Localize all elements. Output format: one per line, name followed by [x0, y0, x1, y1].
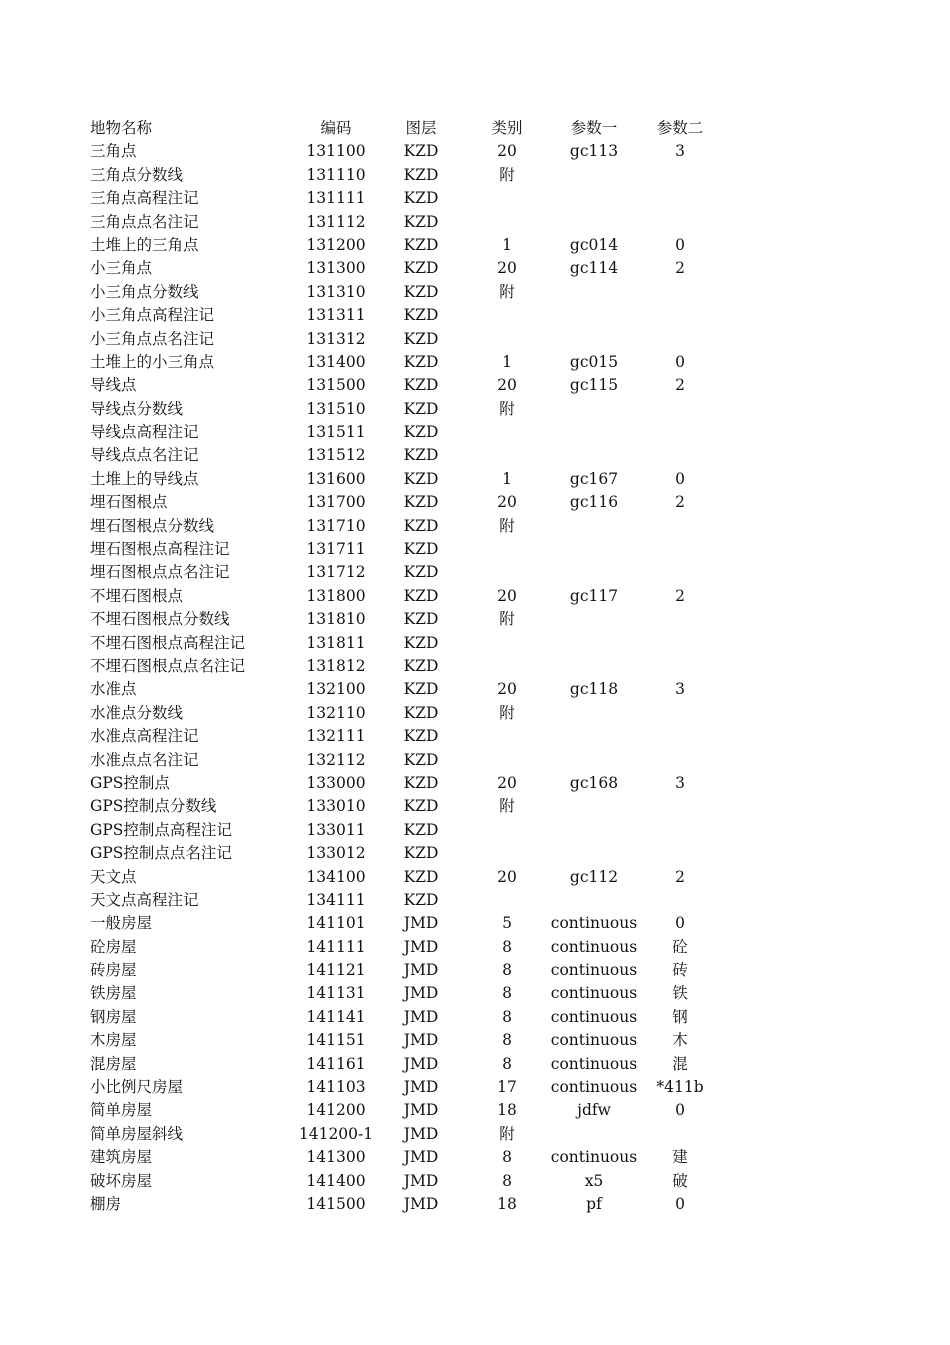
cell-param1: gc117	[569, 586, 619, 605]
cell-layer: KZD	[403, 773, 439, 792]
cell-name: GPS控制点分数线	[90, 797, 217, 816]
cell-name: 土堆上的小三角点	[90, 352, 215, 371]
table-row	[0, 164, 950, 187]
table-row	[0, 1099, 950, 1122]
cell-code: 141200	[306, 1101, 366, 1120]
cell-name: 建筑房屋	[90, 1148, 153, 1167]
cell-category: 18	[497, 1101, 517, 1120]
cell-code: 131110	[306, 165, 366, 184]
cell-param1: gc115	[569, 376, 619, 395]
cell-layer: KZD	[403, 633, 439, 652]
cell-layer: JMD	[403, 914, 439, 933]
table-row	[0, 678, 950, 701]
table-row	[0, 491, 950, 514]
table-row	[0, 1123, 950, 1146]
table-row	[0, 1076, 950, 1099]
cell-param1: jdfw	[577, 1101, 611, 1120]
table-row	[0, 819, 950, 842]
cell-category: 20	[497, 376, 517, 395]
cell-param2: 0	[675, 1194, 685, 1213]
cell-category: 附	[499, 282, 515, 301]
table-row	[0, 866, 950, 889]
cell-layer: KZD	[403, 329, 439, 348]
cell-category: 8	[502, 1148, 512, 1167]
cell-param2: 混	[672, 1054, 688, 1073]
cell-layer: KZD	[403, 797, 439, 816]
cell-code: 131600	[306, 469, 366, 488]
feature-code-table	[0, 117, 950, 1216]
cell-name: 棚房	[90, 1194, 122, 1213]
cell-param2: 钢	[672, 1007, 688, 1026]
table-row	[0, 889, 950, 912]
cell-category: 1	[502, 469, 512, 488]
table-row	[0, 140, 950, 163]
cell-param2: *411b	[656, 1078, 704, 1097]
cell-code: 141101	[306, 914, 366, 933]
cell-code: 141161	[306, 1054, 366, 1073]
cell-code: 133012	[306, 844, 366, 863]
table-row	[0, 187, 950, 210]
cell-name: 水准点高程注记	[90, 727, 199, 746]
cell-param1: continuous	[550, 914, 638, 933]
table-row	[0, 234, 950, 257]
cell-category: 18	[497, 1194, 517, 1213]
cell-layer: KZD	[403, 820, 439, 839]
cell-name: 简单房屋斜线	[90, 1124, 184, 1143]
cell-category: 附	[499, 516, 515, 535]
cell-param1: continuous	[550, 937, 638, 956]
cell-layer: KZD	[403, 844, 439, 863]
cell-layer: KZD	[403, 142, 439, 161]
cell-code: 131400	[306, 352, 366, 371]
table-row	[0, 421, 950, 444]
cell-code: 141300	[306, 1148, 366, 1167]
cell-layer: JMD	[403, 1194, 439, 1213]
cell-code: 131200	[306, 235, 366, 254]
cell-code: 131112	[306, 212, 366, 231]
cell-category: 8	[502, 984, 512, 1003]
cell-code: 141400	[306, 1171, 366, 1190]
cell-name: 导线点分数线	[90, 399, 184, 418]
cell-code: 141151	[306, 1031, 366, 1050]
header-param1: 参数一	[570, 119, 618, 137]
table-row	[0, 842, 950, 865]
cell-category: 8	[502, 961, 512, 980]
cell-param1: gc113	[569, 142, 619, 161]
cell-param1: gc116	[569, 493, 619, 512]
cell-name: 导线点	[90, 376, 137, 395]
cell-category: 附	[499, 399, 515, 418]
cell-param2: 3	[675, 142, 685, 161]
cell-param2: 0	[675, 352, 685, 371]
table-row	[0, 749, 950, 772]
cell-layer: KZD	[403, 727, 439, 746]
cell-code: 141500	[306, 1194, 366, 1213]
cell-name: 小三角点高程注记	[90, 306, 215, 325]
cell-name: 水准点点名注记	[90, 750, 199, 769]
cell-layer: JMD	[403, 1054, 439, 1073]
table-row	[0, 702, 950, 725]
cell-name: 埋石图根点高程注记	[90, 540, 230, 559]
cell-param2: 2	[675, 259, 685, 278]
cell-name: 三角点高程注记	[90, 189, 199, 208]
cell-code: 134100	[306, 867, 366, 886]
cell-name: 三角点点名注记	[90, 212, 199, 231]
cell-param1: continuous	[550, 984, 638, 1003]
cell-layer: KZD	[403, 376, 439, 395]
cell-param1: gc014	[569, 235, 619, 254]
cell-param1: gc168	[569, 773, 619, 792]
cell-category: 20	[497, 493, 517, 512]
cell-code: 132110	[306, 703, 366, 722]
cell-layer: KZD	[403, 282, 439, 301]
table-row	[0, 936, 950, 959]
cell-param1: continuous	[550, 961, 638, 980]
cell-name: 导线点点名注记	[90, 446, 199, 465]
cell-code: 131500	[306, 376, 366, 395]
cell-code: 141111	[306, 937, 366, 956]
cell-layer: KZD	[403, 516, 439, 535]
cell-code: 132100	[306, 680, 366, 699]
table-row	[0, 281, 950, 304]
cell-category: 附	[499, 165, 515, 184]
cell-code: 131300	[306, 259, 366, 278]
cell-param1: pf	[586, 1194, 602, 1213]
header-row	[0, 117, 950, 140]
cell-code: 131511	[306, 423, 366, 442]
cell-param2: 铁	[672, 984, 688, 1003]
table-row	[0, 655, 950, 678]
table-row	[0, 328, 950, 351]
cell-param1: continuous	[550, 1148, 638, 1167]
cell-param2: 砼	[672, 937, 688, 956]
cell-name: 砖房屋	[90, 961, 137, 980]
cell-layer: KZD	[403, 212, 439, 231]
cell-category: 1	[502, 352, 512, 371]
cell-category: 20	[497, 680, 517, 699]
cell-param2: 建	[672, 1148, 688, 1167]
cell-name: 铁房屋	[90, 984, 137, 1003]
cell-code: 131812	[306, 656, 366, 675]
cell-layer: KZD	[403, 165, 439, 184]
cell-param2: 0	[675, 235, 685, 254]
cell-category: 8	[502, 1031, 512, 1050]
cell-param2: 2	[675, 586, 685, 605]
cell-code: 131312	[306, 329, 366, 348]
cell-name: 埋石图根点分数线	[90, 516, 215, 535]
cell-code: 134111	[306, 890, 366, 909]
cell-code: 131810	[306, 610, 366, 629]
cell-name: 简单房屋	[90, 1101, 153, 1120]
table-row	[0, 585, 950, 608]
cell-layer: KZD	[403, 610, 439, 629]
cell-param2: 0	[675, 469, 685, 488]
cell-layer: KZD	[403, 703, 439, 722]
cell-code: 131100	[306, 142, 366, 161]
cell-category: 8	[502, 937, 512, 956]
cell-param1: gc015	[569, 352, 619, 371]
cell-code: 131800	[306, 586, 366, 605]
header-category: 类别	[491, 119, 523, 137]
table-row	[0, 211, 950, 234]
cell-code: 133010	[306, 797, 366, 816]
cell-code: 132111	[306, 727, 366, 746]
cell-layer: KZD	[403, 563, 439, 582]
cell-category: 20	[497, 259, 517, 278]
cell-layer: KZD	[403, 586, 439, 605]
cell-code: 141131	[306, 984, 366, 1003]
cell-category: 8	[502, 1171, 512, 1190]
cell-code: 131111	[306, 189, 366, 208]
cell-param1: gc118	[569, 680, 619, 699]
table-row	[0, 912, 950, 935]
cell-code: 131700	[306, 493, 366, 512]
cell-name: 破坏房屋	[90, 1171, 153, 1190]
cell-param1: x5	[584, 1171, 604, 1190]
cell-param1: continuous	[550, 1031, 638, 1050]
table-row	[0, 772, 950, 795]
cell-category: 20	[497, 586, 517, 605]
cell-name: 不埋石图根点分数线	[90, 610, 230, 629]
table-row	[0, 1193, 950, 1216]
cell-name: GPS控制点	[90, 773, 170, 792]
header-name: 地物名称	[90, 119, 153, 137]
cell-layer: KZD	[403, 890, 439, 909]
table-row	[0, 725, 950, 748]
cell-name: 埋石图根点点名注记	[90, 563, 230, 582]
cell-layer: JMD	[403, 1171, 439, 1190]
cell-layer: KZD	[403, 540, 439, 559]
cell-code: 131710	[306, 516, 366, 535]
cell-category: 17	[497, 1078, 517, 1097]
cell-param2: 2	[675, 376, 685, 395]
cell-name: 混房屋	[90, 1054, 137, 1073]
cell-category: 5	[502, 914, 512, 933]
cell-code: 131712	[306, 563, 366, 582]
cell-code: 141103	[306, 1078, 366, 1097]
table-row	[0, 608, 950, 631]
cell-code: 131510	[306, 399, 366, 418]
cell-category: 20	[497, 867, 517, 886]
table-row	[0, 982, 950, 1005]
table-row	[0, 304, 950, 327]
cell-code: 133011	[306, 820, 366, 839]
cell-layer: KZD	[403, 446, 439, 465]
cell-name: 小比例尺房屋	[90, 1078, 184, 1097]
cell-category: 8	[502, 1007, 512, 1026]
cell-layer: KZD	[403, 656, 439, 675]
table-row	[0, 538, 950, 561]
table-row	[0, 1029, 950, 1052]
cell-category: 8	[502, 1054, 512, 1073]
cell-category: 20	[497, 142, 517, 161]
cell-layer: JMD	[403, 1101, 439, 1120]
cell-param2: 0	[675, 1101, 685, 1120]
cell-code: 131811	[306, 633, 366, 652]
cell-layer: KZD	[403, 399, 439, 418]
cell-name: 不埋石图根点	[90, 586, 184, 605]
table-row	[0, 374, 950, 397]
cell-name: 埋石图根点	[90, 493, 168, 512]
cell-name: 水准点	[90, 680, 137, 699]
cell-param1: continuous	[550, 1078, 638, 1097]
cell-layer: KZD	[403, 469, 439, 488]
cell-name: 不埋石图根点高程注记	[90, 633, 246, 652]
cell-param2: 3	[675, 773, 685, 792]
cell-layer: KZD	[403, 235, 439, 254]
cell-category: 附	[499, 703, 515, 722]
cell-name: 三角点分数线	[90, 165, 184, 184]
cell-param1: gc112	[569, 867, 619, 886]
table-row	[0, 1170, 950, 1193]
cell-layer: KZD	[403, 306, 439, 325]
cell-name: GPS控制点高程注记	[90, 820, 232, 839]
cell-name: 小三角点分数线	[90, 282, 199, 301]
cell-name: 天文点高程注记	[90, 890, 199, 909]
cell-code: 131311	[306, 306, 366, 325]
cell-layer: KZD	[403, 423, 439, 442]
cell-code: 131310	[306, 282, 366, 301]
cell-layer: JMD	[403, 961, 439, 980]
cell-layer: JMD	[403, 1124, 439, 1143]
cell-param1: gc114	[569, 259, 619, 278]
table-row	[0, 959, 950, 982]
cell-code: 141121	[306, 961, 366, 980]
cell-code: 132112	[306, 750, 366, 769]
cell-layer: KZD	[403, 867, 439, 886]
cell-name: 三角点	[90, 142, 137, 161]
cell-code: 131711	[306, 540, 366, 559]
cell-layer: JMD	[403, 1148, 439, 1167]
table-row	[0, 444, 950, 467]
table-row	[0, 1146, 950, 1169]
cell-param1: continuous	[550, 1054, 638, 1073]
cell-name: 砼房屋	[90, 937, 137, 956]
cell-layer: KZD	[403, 352, 439, 371]
cell-name: 小三角点点名注记	[90, 329, 215, 348]
cell-category: 附	[499, 1124, 515, 1143]
cell-layer: JMD	[403, 1031, 439, 1050]
header-param2: 参数二	[656, 119, 704, 137]
cell-layer: JMD	[403, 1078, 439, 1097]
cell-param2: 2	[675, 867, 685, 886]
table-row	[0, 1006, 950, 1029]
cell-layer: KZD	[403, 750, 439, 769]
table-row	[0, 795, 950, 818]
cell-category: 附	[499, 797, 515, 816]
table-row	[0, 1053, 950, 1076]
header-layer: 图层	[405, 119, 437, 137]
cell-param2: 木	[672, 1031, 688, 1050]
table-row	[0, 398, 950, 421]
cell-name: 木房屋	[90, 1031, 137, 1050]
cell-layer: KZD	[403, 189, 439, 208]
table-row	[0, 468, 950, 491]
cell-category: 附	[499, 610, 515, 629]
cell-layer: JMD	[403, 937, 439, 956]
table-row	[0, 561, 950, 584]
cell-name: 不埋石图根点点名注记	[90, 656, 246, 675]
cell-name: 水准点分数线	[90, 703, 184, 722]
cell-name: 天文点	[90, 867, 137, 886]
cell-code: 133000	[306, 773, 366, 792]
cell-param2: 2	[675, 493, 685, 512]
header-code: 编码	[320, 119, 352, 137]
table-row	[0, 632, 950, 655]
cell-code: 131512	[306, 446, 366, 465]
cell-layer: KZD	[403, 493, 439, 512]
cell-code: 141200-1	[298, 1124, 374, 1143]
cell-name: 小三角点	[90, 259, 153, 278]
cell-param1: continuous	[550, 1007, 638, 1026]
table-row	[0, 351, 950, 374]
cell-name: 钢房屋	[90, 1007, 137, 1026]
cell-layer: JMD	[403, 1007, 439, 1026]
cell-name: GPS控制点点名注记	[90, 844, 232, 863]
cell-name: 导线点高程注记	[90, 423, 199, 442]
cell-param2: 砖	[672, 961, 688, 980]
cell-param1: gc167	[569, 469, 619, 488]
cell-category: 1	[502, 235, 512, 254]
cell-param2: 破	[672, 1171, 688, 1190]
cell-layer: KZD	[403, 680, 439, 699]
cell-name: 一般房屋	[90, 914, 153, 933]
cell-category: 20	[497, 773, 517, 792]
table-row	[0, 257, 950, 280]
cell-name: 土堆上的导线点	[90, 469, 199, 488]
cell-code: 141141	[306, 1007, 366, 1026]
cell-param2: 0	[675, 914, 685, 933]
cell-param2: 3	[675, 680, 685, 699]
cell-layer: KZD	[403, 259, 439, 278]
cell-name: 土堆上的三角点	[90, 235, 199, 254]
table-row	[0, 515, 950, 538]
cell-layer: JMD	[403, 984, 439, 1003]
